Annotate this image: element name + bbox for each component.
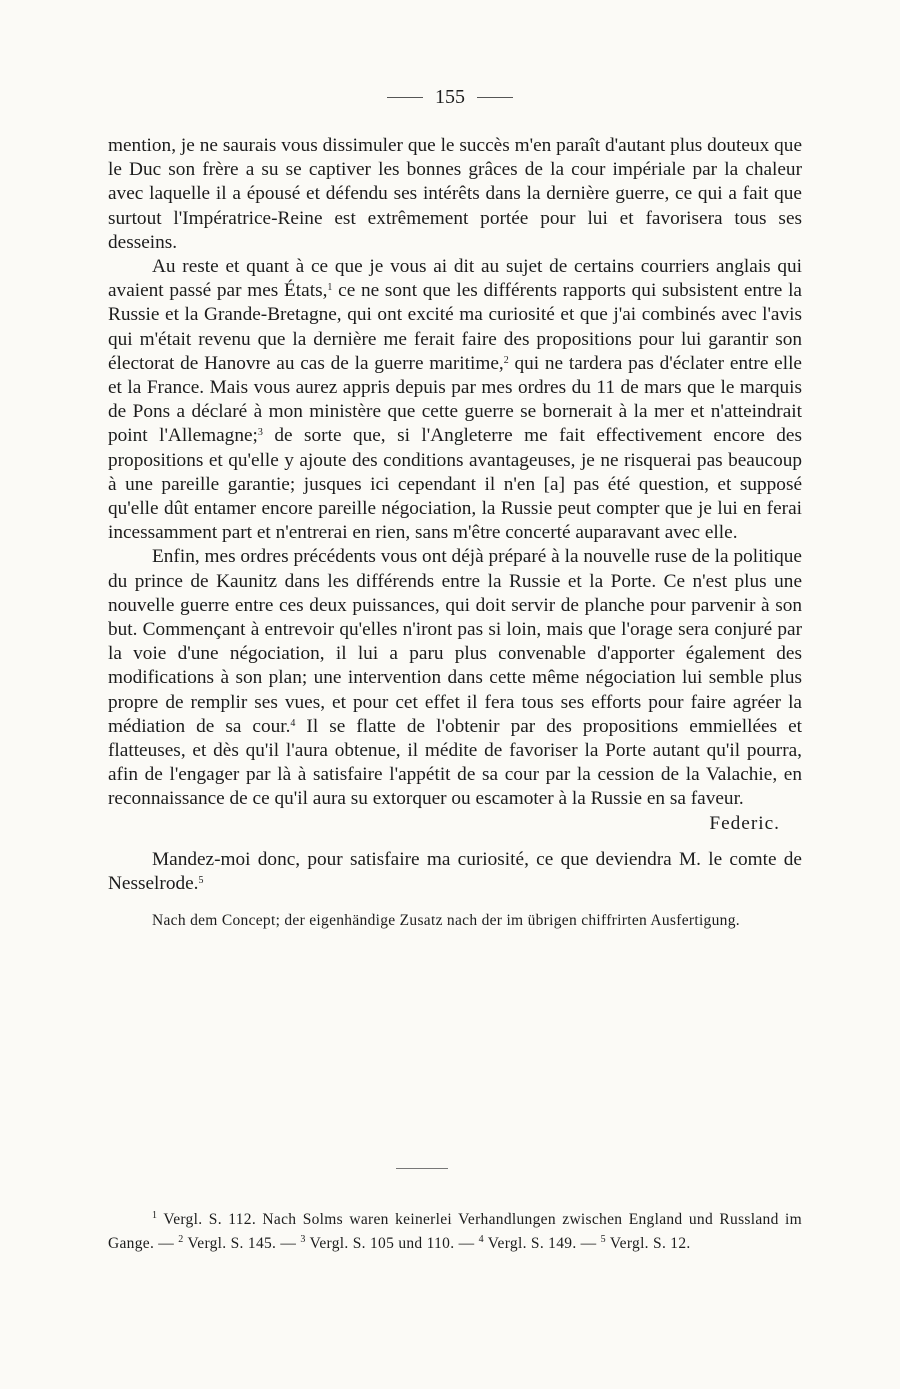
footnote-divider (396, 1168, 448, 1169)
footnote-text-4: Vergl. S. 149. — (483, 1235, 601, 1252)
footnote-text-5: Vergl. S. 12. (605, 1235, 691, 1252)
paragraph-2: Au reste et quant à ce que je vous ai dit au sujet de certains courriers anglais qui avaient passé par mes États,$^1$ ce ne sont que les différents rapports qui subsistent entre la Russie et la Grande-Bretagne, qui ont excité ma curiosité et que j'ai combinés avec l'avis qui m'était revenu que la dernière me ferait faire des propositions pour lui garantir son électorat de Hanovre au cas de la guerre maritime,$^2$ qui ne tardera pas d'éclater entre elle et la France. Mais vous aurez appris depuis par mes ordres du 11 de mars que le marquis de Pons a déclaré à mon ministère que cette guerre se bornerait à la mer et n'atteindrait point l'Allemagne;$^3$ de sorte que, si l'Angleterre me fait effectivement encore des propositions et qu'elle y ajoute des conditions avantageuses, je ne risquerai pas beaucoup à une pareille garantie; jusques ici cependant il n'en [a] pas été question, et supposé qu'elle dût entamer encore pareille négociation, la Russie peut compter que je lui en ferai incessamment part et n'entrerai en rien, sans m'être concerté auparavant avec elle. (108, 256, 802, 544)
postscript: Mandez-moi donc, pour satisfaire ma curiosité, ce que deviendra M. le comte de Nesselrode.$^5$ (108, 848, 802, 895)
header-rule-left (387, 97, 423, 98)
page-header (0, 86, 900, 109)
footnote-num-3: 3 (300, 1234, 306, 1245)
header-rule-right (477, 97, 513, 98)
footnote-ref-1[interactable]: 1 (327, 282, 333, 294)
footnote-ref-3[interactable]: 3 (257, 427, 263, 439)
paragraph-3: Enfin, mes ordres précédents vous ont déjà préparé à la nouvelle ruse de la politique du prince de Kaunitz dans les différends entre la Russie et la Porte. Ce n'est plus une nouvelle guerre entre ces deux puissances, qui doit servir de planche pour parvenir à son but. Commençant à entrevoir qu'elles n'iront pas si loin, mais que l'orage sera conjuré par la voie d'une négociation, il lui a paru plus convenable d'apporter également des modifications à son plan; une intervention dans cette même négociation lui semble plus propre de remplir ses vues, et pour cet effet il fera tous ses efforts pour faire agréer la médiation de sa cour.$^4$ Il se flatte de l'obtenir par des propositions emmiellées et flatteuses, et dès qu'il l'aura obtenue, il médite de favoriser la Porte autant qu'il pourra, afin de l'engager par là à satisfaire l'appétit de sa cour par la cession de la Valachie, en reconnaissance de ce qu'il aura su extorquer ou escamoter à la Russie en sa faveur. (108, 546, 802, 810)
footnotes (108, 1208, 802, 1256)
footnote-num-2: 2 (178, 1234, 184, 1245)
footnote-ref-4[interactable]: 4 (290, 717, 296, 729)
page-number: 155 (435, 86, 465, 108)
footnote-num-1: 1 (152, 1210, 158, 1221)
footnote-list (108, 1208, 802, 1256)
footnote-text-1: Vergl. S. 112. Nach Solms waren keinerlei Verhandlungen zwischen England und Russland im Gange. — (108, 1211, 802, 1252)
signature: Federic. (709, 812, 780, 834)
footnote-ref-5[interactable]: 5 (198, 875, 204, 887)
footnote-text-3: Vergl. S. 105 und 110. — (305, 1235, 479, 1252)
source-note: Nach dem Concept; der eigenhändige Zusatz nach der im übrigen chiffrirten Ausfertigung. (152, 912, 740, 930)
footnote-ref-2[interactable]: 2 (503, 354, 509, 366)
paragraph-1: mention, je ne saurais vous dissimuler que le succès m'en paraît d'autant plus douteux que le Duc son frère a su se captiver les bonnes grâces de la cour impériale par la chaleur avec laquelle il a épousé et défendu ses intérêts dans la dernière guerre, ce qui a fait que surtout l'Impératrice-Reine est extrêmement portée pour lui et favorisera tous ses desseins. (108, 135, 802, 253)
letter-body (108, 134, 802, 932)
footnote-num-5: 5 (600, 1234, 606, 1245)
footnote-num-4: 4 (478, 1234, 484, 1245)
footnote-text-2: Vergl. S. 145. — (183, 1235, 301, 1252)
